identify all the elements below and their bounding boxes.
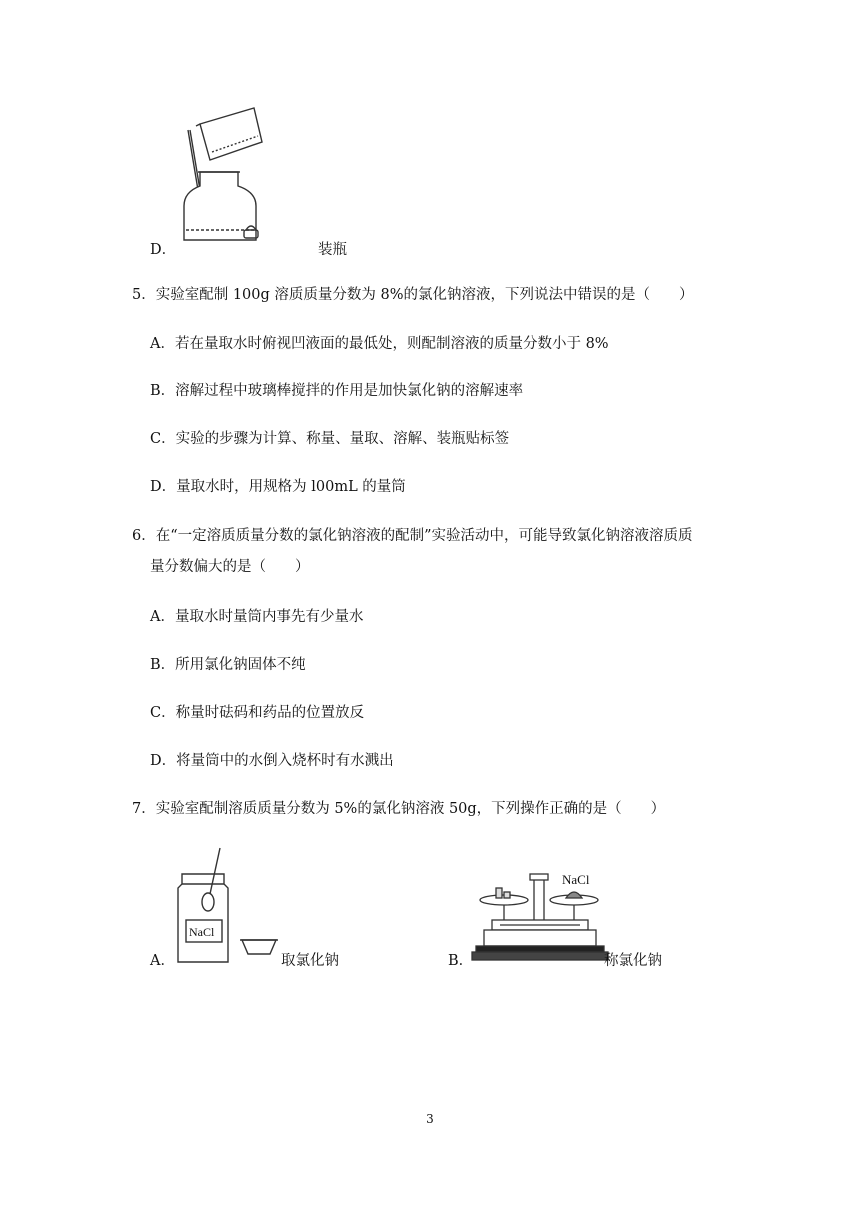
q6-option-a: A．量取水时量筒内事先有少量水 [150, 609, 364, 625]
reagent-bottle-illustration [172, 844, 282, 968]
q6-option-c: C．称量时砝码和药品的位置放反 [150, 705, 365, 721]
q5-option-b: B．溶解过程中玻璃棒搅拌的作用是加快氯化钠的溶解速率 [150, 383, 524, 399]
q5-option-d: D．量取水时，用规格为 l00mL 的量筒 [150, 479, 406, 495]
pouring-bottle-figure [176, 102, 276, 244]
q5-option-c: C．实验的步骤为计算、称量、量取、溶解、装瓶贴标签 [150, 431, 510, 447]
bottle-label-text: NaCl [189, 925, 215, 939]
q6-stem-line2: 量分数偏大的是（ ） [150, 559, 310, 575]
weigh-nacl-figure [470, 862, 610, 972]
q6-option-b: B．所用氯化钠固体不纯 [150, 657, 306, 673]
take-nacl-figure [172, 844, 282, 968]
q6-stem-line1: 6．在“一定溶质质量分数的氯化钠溶液的配制”实验活动中，可能导致氯化钠溶液溶质质 [132, 528, 693, 544]
q7-option-b-text: 称氯化钠 [604, 953, 662, 969]
balance-illustration [470, 862, 610, 972]
q5-option-a: A．若在量取水时俯视凹液面的最低处，则配制溶液的质量分数小于 8% [150, 336, 609, 352]
balance-label-text: NaCl [562, 872, 590, 887]
page-number: 3 [426, 1112, 434, 1126]
bottle-pour-illustration [176, 102, 276, 244]
q7-option-a-text: 取氯化钠 [281, 953, 339, 969]
q4-option-d-label: D． [150, 242, 177, 258]
q7-stem: 7．实验室配制溶质质量分数为 5%的氯化钠溶液 50g，下列操作正确的是（ ） [132, 801, 666, 817]
q7-option-b-label: B． [448, 953, 474, 969]
q4-option-d-text: 装瓶 [318, 242, 347, 258]
q5-stem: 5．实验室配制 100g 溶质质量分数为 8%的氯化钠溶液，下列说法中错误的是（ ） [132, 287, 694, 303]
q6-option-d: D．将量筒中的水倒入烧杯时有水溅出 [150, 753, 394, 769]
q7-option-a-label: A． [150, 953, 175, 969]
